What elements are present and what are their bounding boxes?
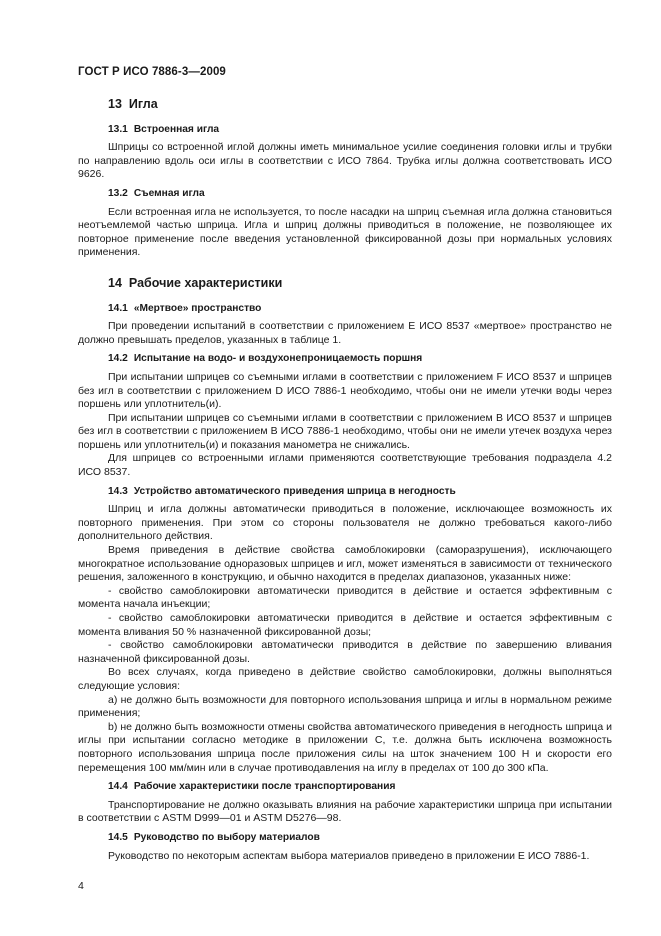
paragraph: При испытании шприцев со съемными иглами в соответствии с приложением F ИСО 8537 и шприцев без игл в соответствии с приложением D ИСО 7886-1 необходимо, чтобы они не имели утечки воды через поршень или уплотнитель(и). [78, 370, 612, 411]
list-item: - свойство самоблокировки автоматически приводится в действие и остается эффективным с момента вливания 50 % назначенной фиксированной дозы; [78, 612, 612, 638]
document-header: ГОСТ Р ИСО 7886-3—2009 [78, 66, 226, 78]
paragraph: Время приведения в действие свойства самоблокировки (саморазрушения), исключающего многократное использование одноразовых шприцев и игл, может изменяться в зависимости от технического решения, заложенного в конструкцию, и обычно находится в пределах диапазонов, указанных ниже: [78, 544, 612, 584]
subsection-14-2-heading [108, 352, 612, 366]
subsection-number: 14.4 [108, 781, 128, 793]
subsection-title: Рабочие характеристики после транспортирования [133, 781, 396, 793]
subsection-title: Съемная игла [133, 187, 205, 199]
subsection-13-2-heading [108, 187, 612, 201]
section-number: 14 [108, 275, 122, 290]
paragraph: Транспортирование не должно оказывать влияния на рабочие характеристики шприца при испытании в соответствии с ASTM D999—01 и ASTM D5276—98. [78, 798, 612, 825]
subsection-title: Руководство по выбору материалов [133, 831, 320, 843]
document-body [78, 98, 612, 868]
section-14-heading [108, 277, 612, 291]
list-item: - свойство самоблокировки автоматически приводится в действие и остается эффективным с момента начала инъекции; [78, 584, 612, 611]
section-title: Игла [128, 97, 158, 111]
subsection-number: 14.5 [108, 831, 128, 843]
subsection-title: Встроенная игла [133, 123, 220, 135]
subsection-number: 14.2 [108, 353, 128, 365]
paragraph: При испытании шприцев со съемными иглами в соответствии с приложением B ИСО 8537 и шприцев без игл в соответствии с приложением B ИСО 7886-1 необходимо, чтобы они не имели утечек воздуха через поршень или уплотнитель(и) и показания манометра не снижались. [78, 411, 612, 451]
subsection-number: 13.2 [108, 187, 128, 199]
section-13-heading [108, 98, 612, 112]
subsection-13-1-heading [108, 123, 612, 137]
list-item: - свойство самоблокировки автоматически приводится в действие по завершению вливания назначенной фиксированной дозы. [78, 639, 612, 665]
section-title: Рабочие характеристики [128, 275, 283, 290]
subsection-14-1-heading [108, 302, 612, 316]
subsection-title: Устройство автоматического приведения шприца в негодность [133, 485, 456, 497]
page-number: 4 [78, 880, 84, 892]
paragraph: Руководство по некоторым аспектам выбора материалов приведено в приложении E ИСО 7886-1. [108, 849, 590, 862]
subsection-number: 13.1 [108, 123, 128, 135]
subsection-title: «Мертвое» пространство [133, 302, 262, 314]
subsection-14-4-heading [108, 780, 612, 794]
subsection-14-3-heading [108, 485, 612, 499]
paragraph: Шприцы со встроенной иглой должны иметь минимальное усилие соединения головки иглы и трубки по направлению вдоль оси иглы в соответствии с ИСО 7864. Трубка иглы должна соответствовать ИСО 9626. [78, 141, 612, 181]
paragraph: Во всех случаях, когда приведено в действие свойство самоблокировки, должны выполняться следующие условия: [78, 666, 612, 692]
subsection-number: 14.1 [108, 302, 128, 314]
paragraph: Шприц и игла должны автоматически приводиться в положение, исключающее возможность их повторного применения. При этом со стороны пользователя не должно требоваться какого-либо дополнительного действия. [78, 503, 612, 543]
list-item: b) не должно быть возможности отмены свойства автоматического приведения в негодность шприца и иглы при испытании согласно методике в приложении C, т.е. должна быть исключена возможность повторного использования шприца после приложения силы на шток значением 100 Н и скорости его перемещения 100 мм/мин или в случае противодавления на иглу в пределах от 100 до 300 кПа. [78, 720, 612, 774]
paragraph: Если встроенная игла не используется, то после насадки на шприц съемная игла должна становиться неотъемлемой частью шприца. Игла и шприц должны приводиться в положение, не позволяющее их повторное применение после введения установленной фиксированной дозы при нормальных условиях применения. [78, 205, 612, 259]
subsection-title: Испытание на водо- и воздухонепроницаемость поршня [133, 353, 423, 365]
paragraph: При проведении испытаний в соответствии с приложением E ИСО 8537 «мертвое» пространство не должно превышать пределов, указанных в таблице 1. [78, 320, 612, 346]
subsection-14-5-heading [108, 831, 612, 845]
paragraph: Для шприцев со встроенными иглами применяются соответствующие требования подраздела 4.2 ИСО 8537. [78, 452, 612, 479]
list-item: a) не должно быть возможности для повторного использования шприца и иглы в нормальном режиме применения; [78, 693, 612, 720]
section-number: 13 [108, 97, 122, 111]
subsection-number: 14.3 [108, 485, 128, 497]
